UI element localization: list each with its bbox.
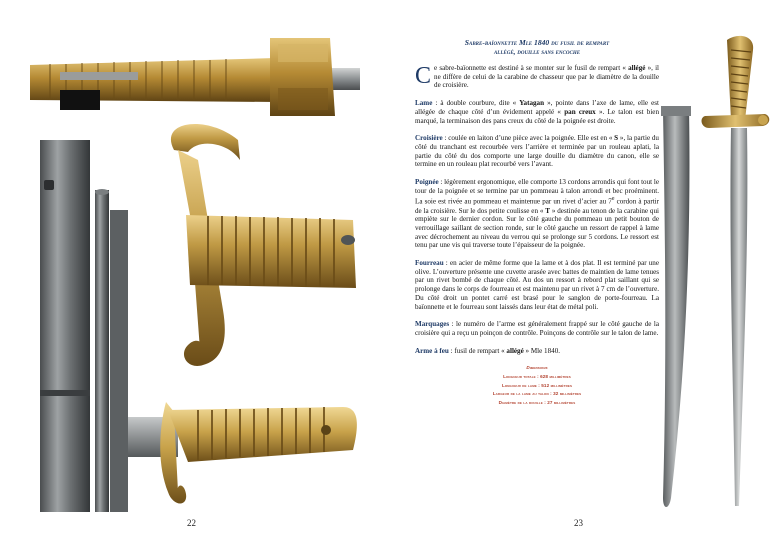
dimension-row: Longueur totale : 628 millimètres [503, 373, 571, 379]
croisiere-bold-1: S [614, 134, 619, 143]
photo-scabbard-mouth [40, 140, 128, 512]
intro-text-2: », il ne diffère de celui de la carabine de chasseur que par le diamètre de la douille de croisière. [434, 64, 660, 90]
fourreau-text-1: : en acier de même forme que la lame et à dos plat. Il est terminé par une olive. L’ouverture présente une cuvette arasée avec battes de maintien de lame tenues par un rivet bombé de chaque côté. Au dos un ressort à rebord plat saillant qui se prolonge dans le corps de fourreau et est maintenu par un rivet à 7 cm de l’ouverture. Du côté droit un pontet carré est brasé pour le sanglon de porte-fourreau. La baïonnette et le fourreau sont laissés dans leur état de métal poli. [415, 259, 659, 311]
poignee-paragraph [415, 178, 659, 250]
marquages-paragraph [415, 320, 659, 337]
article-subtitle: allégé, douille sans encoche [493, 48, 581, 56]
poignee-label: Poignée [415, 178, 439, 187]
photo-hilt-side [128, 120, 361, 372]
dimension-row: Largeur de la lame au talon : 32 millimètres [492, 391, 582, 397]
lame-paragraph [415, 99, 659, 125]
right-page [386, 0, 771, 545]
marquages-label: Marquages [415, 320, 450, 329]
left-page [0, 0, 385, 545]
croisiere-text-2: », la partie du côté du tranchant est recourbée vers l’arrière et terminée par un rouleau aplati, la partie du côté du dos comporte une large douille du diamètre du canon, elle se termine en un rouleau plat recourbé vers l’avant. [415, 134, 659, 169]
poignee-text-3: » destinée au tenon de la carabine qui empiète sur le dernier cordon. Sur le côté gauche du pommeau un petit bouton de verrouillage saillant de section ronde, sur le côté gauche un ressort de rappel à lame avec décrochement au niveau du verrou qui se prolonge sur 5 cordons. Le ressort est tenu par une vis qui traverse toute l’épaisseur de la poignée. [415, 206, 659, 250]
dimension-row: Diamètre de la douille : 27 millimètres [498, 399, 576, 405]
page-number-right: 23 [574, 518, 583, 528]
fourreau-paragraph [415, 259, 659, 311]
drop-cap: C [415, 63, 432, 89]
dimensions-heading: Dimensions [526, 365, 548, 371]
arme-label: Arme à feu [415, 346, 449, 355]
photo-bayonet-and-scabbard [659, 28, 771, 518]
arme-text-2: » Mle 1840. [523, 346, 561, 355]
arme-paragraph [415, 347, 659, 356]
intro-bold-1: allégé [628, 64, 646, 72]
article-title: Sabre-baïonnette Mle 1840 du fusil de rempart [464, 38, 610, 47]
lame-text-2: », pointe dans l’axe de lame, elle est allégée de chaque côté d’un évidement appelé « [415, 99, 659, 116]
lame-text-3: ». Le talon est bien marqué, la terminaison des pans creux du côté de la poignée est droite. [415, 107, 659, 125]
arme-text-1: : fusil de rempart « [448, 346, 507, 355]
photo-hilt-other-side [128, 372, 361, 512]
dimensions-box [415, 364, 659, 407]
intro-paragraph [415, 64, 659, 90]
poignee-superscript: e [611, 196, 615, 203]
article-text [415, 38, 659, 407]
lame-label: Lame [415, 99, 433, 108]
croisiere-text-1: : coulée en laiton d’une pièce avec la poignée. Elle est en « [442, 134, 615, 143]
page-number-left: 22 [187, 518, 196, 528]
dimension-row: Longueur de lame : 512 millimètres [501, 382, 573, 388]
fourreau-label: Fourreau [415, 259, 444, 268]
croisiere-paragraph [415, 134, 659, 169]
poignee-bold-1: T [545, 206, 550, 215]
intro-text-1: e sabre-baïonnette est destiné à se monter sur le fusil de rempart « [434, 64, 629, 72]
lame-text-1: : à double courbure, dite « [432, 99, 520, 108]
poignee-text-2: cordon à partir de la croisière. Sur le dos petite coulisse en « [415, 197, 659, 215]
lame-bold-2: pan creux [564, 107, 596, 116]
lame-bold-1: Yatagan [519, 99, 545, 108]
photo-hilt-top-view [30, 30, 360, 118]
arme-bold-1: allégé [506, 346, 524, 355]
poignee-text-1: : légèrement ergonomique, elle comporte 13 cordons arrondis qui font tout le tour de la poignée et se termine par un pommeau à talon arrondi et bec proéminent. La soie est rivée au pommeau et maintenue par un rivet d’acier au 7 [415, 178, 659, 206]
marquages-text-1: : le numéro de l’arme est généralement frappé sur le côté gauche de la croisière qui a reçu un poinçon de contrôle. Poinçons de contrôle sur le talon de lame. [415, 320, 659, 337]
croisiere-label: Croisière [415, 134, 443, 143]
